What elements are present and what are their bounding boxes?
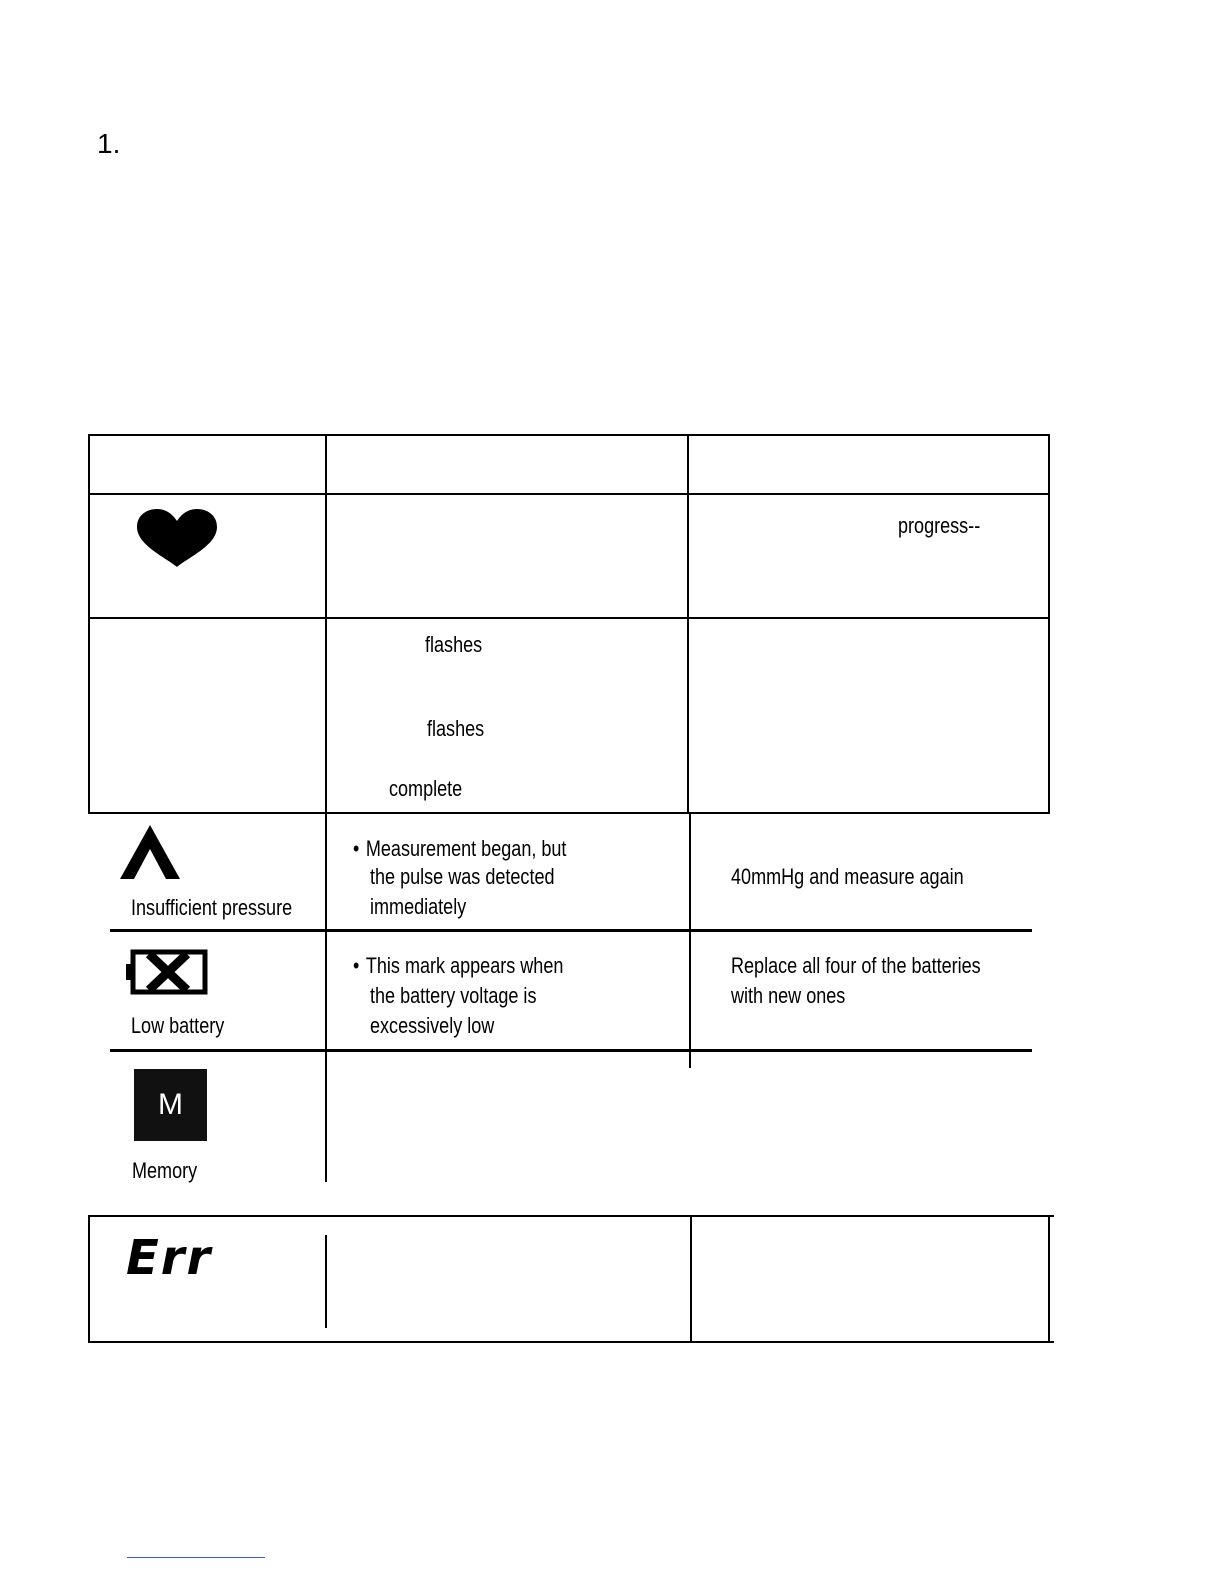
table-rule (88, 812, 1050, 814)
symbol-label: Insufficient pressure (131, 895, 293, 920)
column-divider (325, 617, 327, 814)
description-text: immediately (370, 894, 467, 919)
remedy-text: with new ones (731, 983, 846, 1008)
symbol-label: Memory (132, 1158, 198, 1183)
description-text: • Measurement began, but (353, 834, 566, 864)
column-divider (689, 812, 691, 1068)
description-text: • This mark appears when (353, 951, 563, 981)
symbol-label: Low battery (131, 1013, 225, 1038)
description-text: complete (389, 776, 463, 801)
description-text: the battery voltage is (370, 983, 537, 1008)
heart-icon (135, 507, 219, 569)
table-border-left (88, 1215, 90, 1343)
battery-x-icon (125, 946, 211, 998)
column-divider (687, 434, 689, 814)
description-text: flashes (425, 632, 483, 657)
column-divider (690, 1215, 692, 1343)
description-text: the pulse was detected (370, 864, 555, 889)
table-border-left (88, 434, 90, 814)
remedy-text: progress-- (898, 513, 981, 538)
table-rule (88, 1215, 1054, 1217)
caret-up-icon (118, 823, 182, 881)
table-rule (88, 617, 1050, 619)
description-text: excessively low (370, 1013, 495, 1038)
table-rule (88, 493, 1050, 495)
table-rule-top (88, 434, 1050, 436)
remedy-text: 40mmHg and measure again (731, 864, 964, 889)
table-rule (110, 1049, 1032, 1052)
column-divider (325, 1235, 327, 1328)
column-divider (325, 812, 327, 1182)
memory-icon: M (134, 1069, 207, 1141)
description-text: flashes (427, 716, 485, 741)
column-divider (325, 434, 327, 620)
err-icon: Err (126, 1230, 213, 1286)
table-rule (110, 929, 1032, 932)
section-number: 1. (97, 128, 121, 159)
table-border-right (1048, 1215, 1050, 1343)
remedy-text: Replace all four of the batteries (731, 953, 981, 978)
table-border-right (1048, 434, 1050, 814)
table-rule-bottom (88, 1341, 1054, 1343)
footer-link-underline (127, 1557, 265, 1558)
